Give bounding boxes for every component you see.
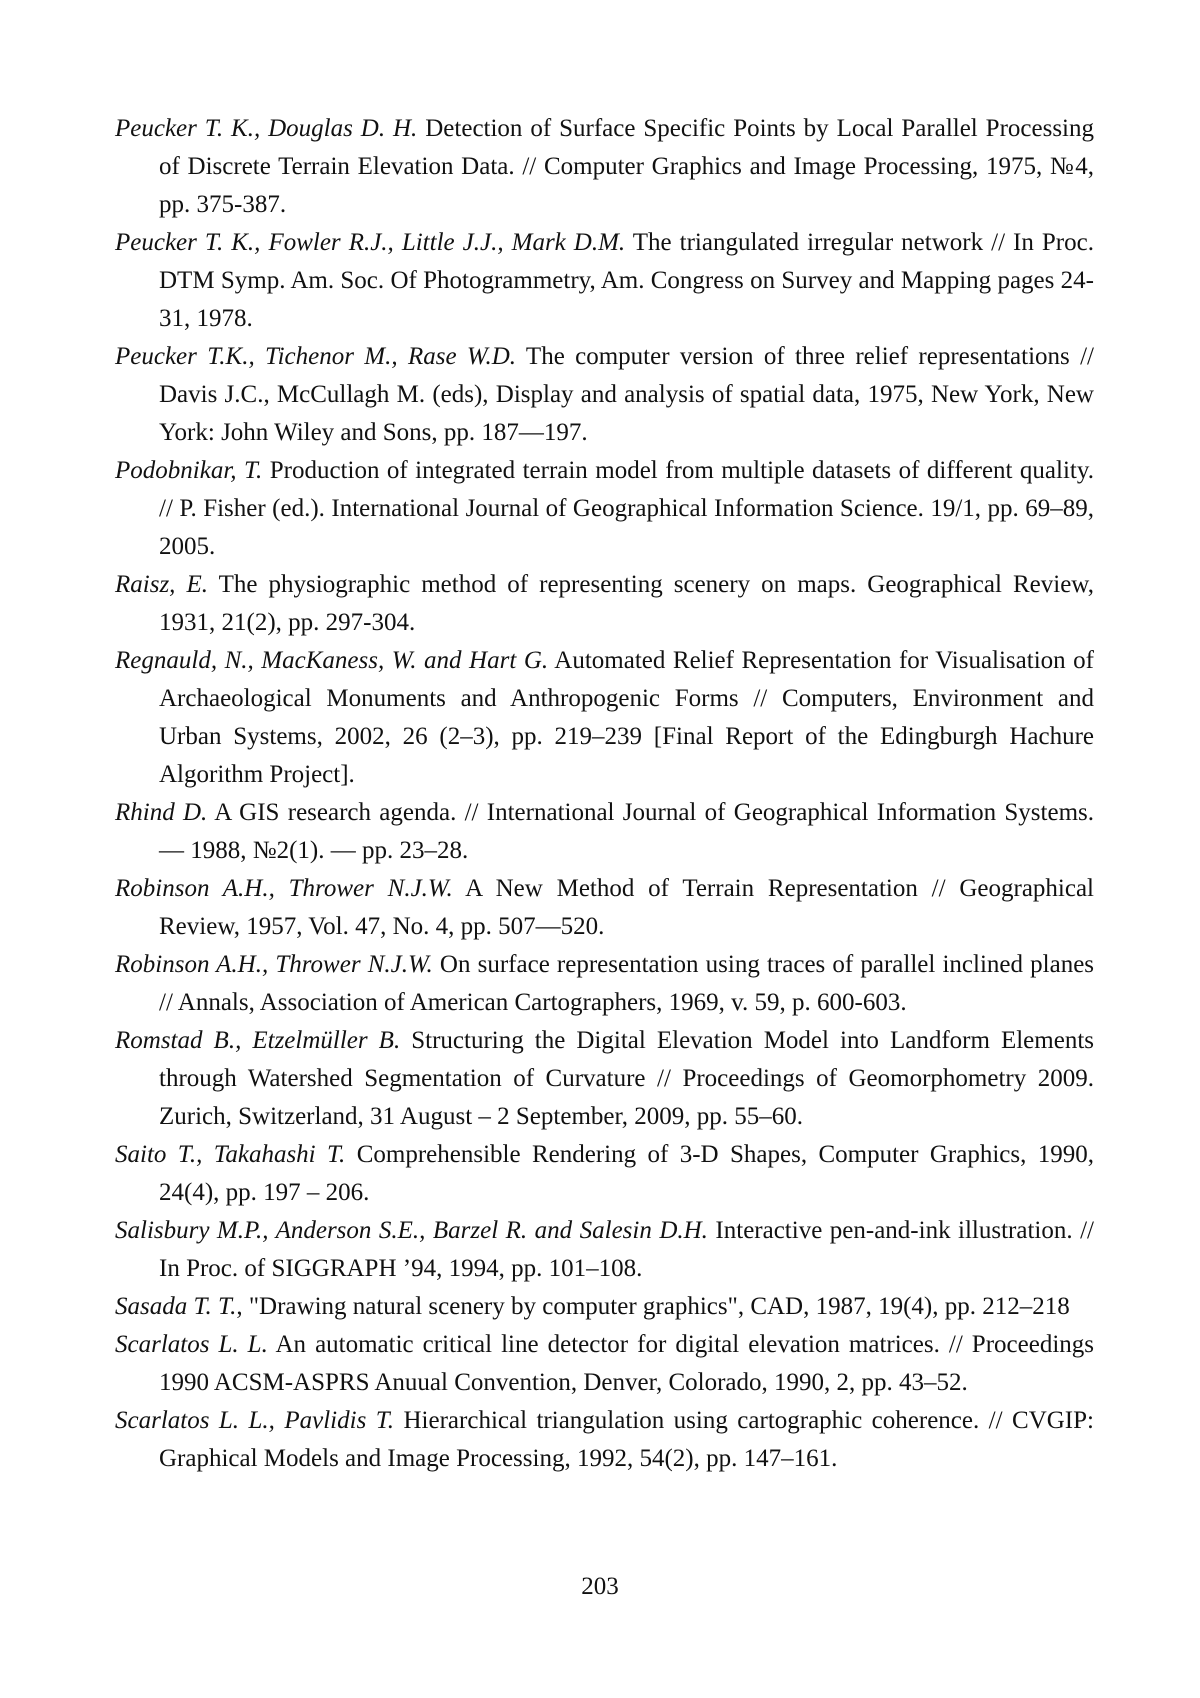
reference-text: An automatic critical line detector for digital elevation matrices. // Proceedings 1990 ACSM-ASPRS Anuual Convention, Denver, Colorado, 1990, 2, pp. 43–52.: [159, 1331, 1094, 1396]
reference-text: Interactive pen-and-ink illustration. // In Proc. of SIGGRAPH ’94, 1994, pp. 101–108.: [159, 1217, 1094, 1282]
reference-entry: [115, 794, 1094, 870]
reference-list: [115, 110, 1094, 1478]
reference-entry: [115, 1326, 1094, 1402]
reference-authors: Romstad B., Etzelmüller B.: [115, 1027, 401, 1054]
reference-text: Detection of Surface Specific Points by Local Parallel Processing of Discrete Terrain Elevation Data. // Computer Graphics and Image Processing, 1975, №4, pp. 375-387.: [159, 115, 1095, 218]
reference-authors: Rhind D.: [115, 799, 208, 826]
reference-entry: [115, 452, 1094, 566]
reference-text: Comprehensible Rendering of 3-D Shapes, Computer Graphics, 1990, 24(4), pp. 197 – 206.: [159, 1141, 1095, 1206]
reference-entry: [115, 1402, 1094, 1478]
reference-entry: [115, 566, 1094, 642]
reference-entry: [115, 642, 1094, 794]
reference-authors: Peucker T.K., Tichenor M., Rase W.D.: [115, 343, 517, 370]
reference-authors: Raisz, E.: [115, 571, 208, 598]
reference-text: Hierarchical triangulation using cartographic coherence. // CVGIP: Graphical Models and Image Processing, 1992, 54(2), pp. 147–161.: [159, 1407, 1094, 1472]
reference-authors: Scarlatos L. L., Pavlidis T.: [115, 1407, 395, 1434]
reference-text: A GIS research agenda. // International Journal of Geographical Information Systems. — 1988, №2(1). — pp. 23–28.: [159, 799, 1094, 864]
reference-authors: Peucker T. K., Douglas D. H.: [115, 115, 418, 142]
reference-authors: Robinson A.H., Thrower N.J.W.: [115, 951, 433, 978]
reference-entry: [115, 224, 1094, 338]
reference-authors: Sasada T. T.: [115, 1293, 237, 1320]
reference-text: The computer version of three relief representations // Davis J.C., McCullagh M. (eds), Display and analysis of spatial data, 1975, New York, New York: John Wiley and Sons, pp. 187—197.: [159, 343, 1094, 446]
reference-authors: Scarlatos L. L.: [115, 1331, 268, 1358]
reference-text: On surface representation using traces of parallel inclined planes // Annals, Association of American Cartographers, 1969, v. 59, p. 600-603.: [159, 951, 1095, 1016]
reference-text: A New Method of Terrain Representation // Geographical Review, 1957, Vol. 47, No. 4, pp. 507—520.: [159, 875, 1094, 940]
reference-entry: [115, 1288, 1094, 1326]
reference-entry: [115, 946, 1094, 1022]
reference-text: Production of integrated terrain model from multiple datasets of different quality. // P. Fisher (ed.). International Journal of Geographical Information Science. 19/1, pp. 69–89, 2005.: [159, 457, 1094, 560]
reference-authors: Saito T., Takahashi T.: [115, 1141, 346, 1168]
reference-entry: [115, 110, 1094, 224]
reference-text: , "Drawing natural scenery by computer graphics", CAD, 1987, 19(4), pp. 212–218: [236, 1293, 1070, 1320]
reference-text: The physiographic method of representing scenery on maps. Geographical Review, 1931, 21(2), pp. 297-304.: [159, 571, 1094, 636]
reference-authors: Regnauld, N., MacKaness, W. and Hart G.: [115, 647, 549, 674]
reference-entry: [115, 1212, 1094, 1288]
reference-authors: Peucker T. K., Fowler R.J., Little J.J., Mark D.M.: [115, 229, 626, 256]
reference-text: Structuring the Digital Elevation Model into Landform Elements through Watershed Segmentation of Curvature // Proceedings of Geomorphometry 2009. Zurich, Switzerland, 31 August – 2 September, 2009, pp. 55–60.: [159, 1027, 1094, 1130]
page-number: 203: [581, 1573, 619, 1600]
reference-text: The triangulated irregular network // In Proc. DTM Symp. Am. Soc. Of Photogrammetry, Am. Congress on Survey and Mapping pages 24-31, 1978.: [159, 229, 1094, 332]
reference-entry: [115, 870, 1094, 946]
reference-text: Automated Relief Representation for Visualisation of Archaeological Monuments and Anthropogenic Forms // Computers, Environment and Urban Systems, 2002, 26 (2–3), pp. 219–239 [Final Report of the Edingburgh Hachure Algorithm Project].: [159, 647, 1094, 788]
reference-authors: Salisbury M.P., Anderson S.E., Barzel R. and Salesin D.H.: [115, 1217, 708, 1244]
reference-entry: [115, 1136, 1094, 1212]
reference-entry: [115, 338, 1094, 452]
reference-authors: Robinson A.H., Thrower N.J.W.: [115, 875, 453, 902]
reference-authors: Podobnikar, T.: [115, 457, 263, 484]
reference-entry: [115, 1022, 1094, 1136]
